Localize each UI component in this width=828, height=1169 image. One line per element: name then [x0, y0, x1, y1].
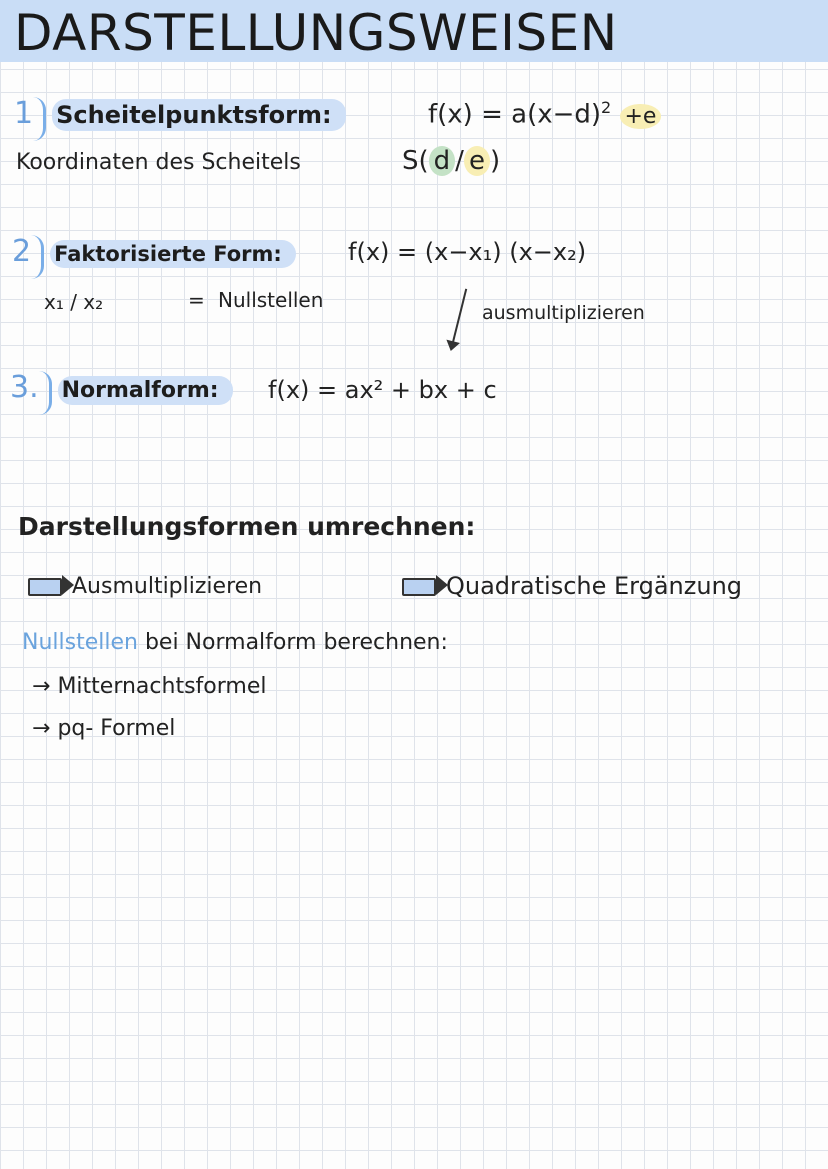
vertex-slash: /	[455, 146, 464, 176]
zeros-heading	[22, 630, 448, 655]
vertex-form-tail: +e	[620, 104, 662, 129]
vertex-d: d	[429, 146, 456, 176]
hatched-arrow-icon	[28, 578, 62, 596]
vertex-e: e	[464, 146, 490, 176]
roots-meaning: Nullstellen	[218, 288, 324, 312]
conversion-expand-label: Ausmultiplizieren	[72, 574, 263, 599]
conversion-complete-square-label: Quadratische Ergänzung	[446, 572, 743, 600]
bracket-icon	[31, 235, 44, 279]
section-1-heading	[14, 96, 346, 141]
zeros-heading-rest: bei Normalform berechnen:	[144, 630, 448, 655]
zeros-item-2-label: pq- Formel	[57, 716, 176, 741]
vertex-s-open: S(	[402, 146, 429, 176]
zeros-item-1-label: Mitternachtsformel	[57, 674, 267, 699]
vertex-form-formula	[428, 98, 661, 130]
section-1-title: Scheitelpunktsform:	[52, 99, 346, 131]
section-3-heading	[10, 370, 233, 415]
section-3-number: 3.	[10, 370, 39, 405]
conversion-complete-square	[402, 572, 742, 600]
section-3-title: Normalform:	[58, 376, 233, 405]
section-2-number: 2	[12, 234, 32, 269]
factored-form-formula: f(x) = (x−x₁) (x−x₂)	[348, 238, 587, 266]
section-2-title: Faktorisierte Form:	[50, 240, 296, 268]
arrow-right-icon: →	[32, 674, 51, 699]
vertex-form-exponent: 2	[601, 98, 612, 117]
section-2-heading	[12, 234, 296, 279]
vertex-s-close: )	[489, 146, 501, 176]
roots-label: x₁ / x₂	[44, 290, 104, 314]
down-arrow-icon	[451, 289, 467, 348]
section-1-number: 1	[14, 96, 34, 131]
zeros-item-1	[32, 674, 266, 699]
conversion-expand	[28, 574, 262, 599]
vertex-coordinates	[402, 146, 500, 176]
arrow-right-icon: →	[32, 716, 51, 741]
bracket-icon	[39, 371, 52, 415]
hatched-arrow-icon	[402, 578, 436, 596]
expand-label: ausmultiplizieren	[482, 302, 645, 324]
conversion-heading: Darstellungsformen umrechnen:	[18, 512, 476, 541]
page-title: DARSTELLUNGSWEISEN	[14, 4, 618, 62]
bracket-icon	[33, 97, 46, 141]
vertex-form-main: f(x) = a(x−d)	[428, 99, 602, 130]
zeros-item-2	[32, 716, 175, 741]
vertex-coordinates-label: Koordinaten des Scheitels	[16, 150, 301, 175]
roots-equals: =	[188, 288, 205, 312]
zeros-heading-highlight: Nullstellen	[22, 630, 138, 655]
normal-form-formula: f(x) = ax² + bx + c	[268, 376, 497, 404]
